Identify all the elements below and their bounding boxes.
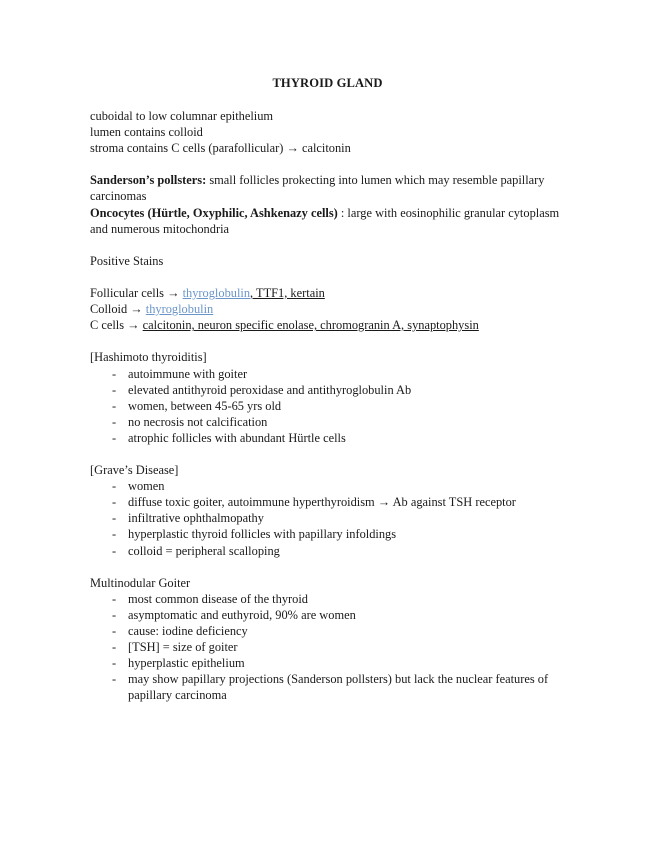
thyroglobulin-link[interactable]: thyroglobulin: [182, 286, 251, 301]
spacer: [90, 446, 570, 462]
list-item: - diffuse toxic goiter, autoimmune hyperthyroidism → Ab against TSH receptor: [90, 494, 570, 510]
list-item: - [TSH] = size of goiter: [90, 639, 570, 655]
spacer: [90, 333, 570, 349]
hashimoto-list: [90, 366, 570, 446]
sanderson-term: Sanderson’s pollsters:: [90, 173, 207, 188]
stain-c-cells-rest: calcitonin, neuron specific enolase, chromogranin A, synaptophysin: [142, 318, 479, 333]
document-body: [90, 108, 570, 703]
intro-line: lumen contains colloid: [90, 125, 203, 140]
hashimoto-heading: [Hashimoto thyroiditis]: [90, 350, 207, 365]
positive-stains-heading: Positive Stains: [90, 253, 164, 268]
list-item: - asymptomatic and euthyroid, 90% are women: [90, 607, 570, 623]
page-title: THYROID GLAND: [272, 76, 383, 90]
stain-follicular-rest: , TTF1, kertain: [250, 286, 325, 301]
stain-follicular-label: Follicular cells →: [90, 286, 183, 301]
list-item: - infiltrative ophthalmopathy: [90, 510, 570, 526]
multinodular-list: [90, 591, 570, 704]
list-item: - most common disease of the thyroid: [90, 591, 570, 607]
stain-c-cells: [90, 317, 570, 333]
oncocytes-term: Oncocytes (Hürtle, Oxyphilic, Ashkenazy cells): [90, 205, 338, 220]
list-item: - no necrosis not calcification: [90, 414, 570, 430]
list-item: - hyperplastic epithelium: [90, 655, 570, 671]
list-item: - colloid = peripheral scalloping: [90, 543, 570, 559]
spacer: [90, 559, 570, 575]
intro-line: stroma contains C cells (parafollicular) → calcitonin: [90, 141, 351, 156]
oncocytes-description: : large with eosinophilic granular cytoplasm and numerous mitochondria: [90, 205, 560, 236]
thyroglobulin-link[interactable]: thyroglobulin: [145, 302, 214, 317]
list-item: - women, between 45-65 yrs old: [90, 398, 570, 414]
list-item: - autoimmune with goiter: [90, 366, 570, 382]
list-item: - atrophic follicles with abundant Hürtle cells: [90, 430, 570, 446]
oncocytes-paragraph: [90, 205, 570, 237]
list-item: - cause: iodine deficiency: [90, 623, 570, 639]
graves-list: [90, 478, 570, 558]
sanderson-paragraph: [90, 172, 570, 204]
spacer: [90, 269, 570, 285]
stain-colloid: [90, 301, 570, 317]
list-item: - women: [90, 478, 570, 494]
spacer: [90, 237, 570, 253]
stain-colloid-label: Colloid →: [90, 302, 146, 317]
stain-c-cells-label: C cells →: [90, 318, 143, 333]
list-item: - may show papillary projections (Sanderson pollsters) but lack the nuclear features of papillary carcinoma: [90, 671, 570, 703]
graves-heading: [Grave’s Disease]: [90, 463, 179, 478]
sanderson-description: small follicles prokecting into lumen which may resemble papillary carcinomas: [90, 173, 545, 204]
intro-line: cuboidal to low columnar epithelium: [90, 109, 274, 123]
list-item: - hyperplastic thyroid follicles with papillary infoldings: [90, 526, 570, 542]
multinodular-heading: Multinodular Goiter: [90, 575, 191, 590]
spacer: [90, 156, 570, 172]
list-item: - elevated antithyroid peroxidase and antithyroglobulin Ab: [90, 382, 570, 398]
stain-follicular: [90, 285, 570, 301]
